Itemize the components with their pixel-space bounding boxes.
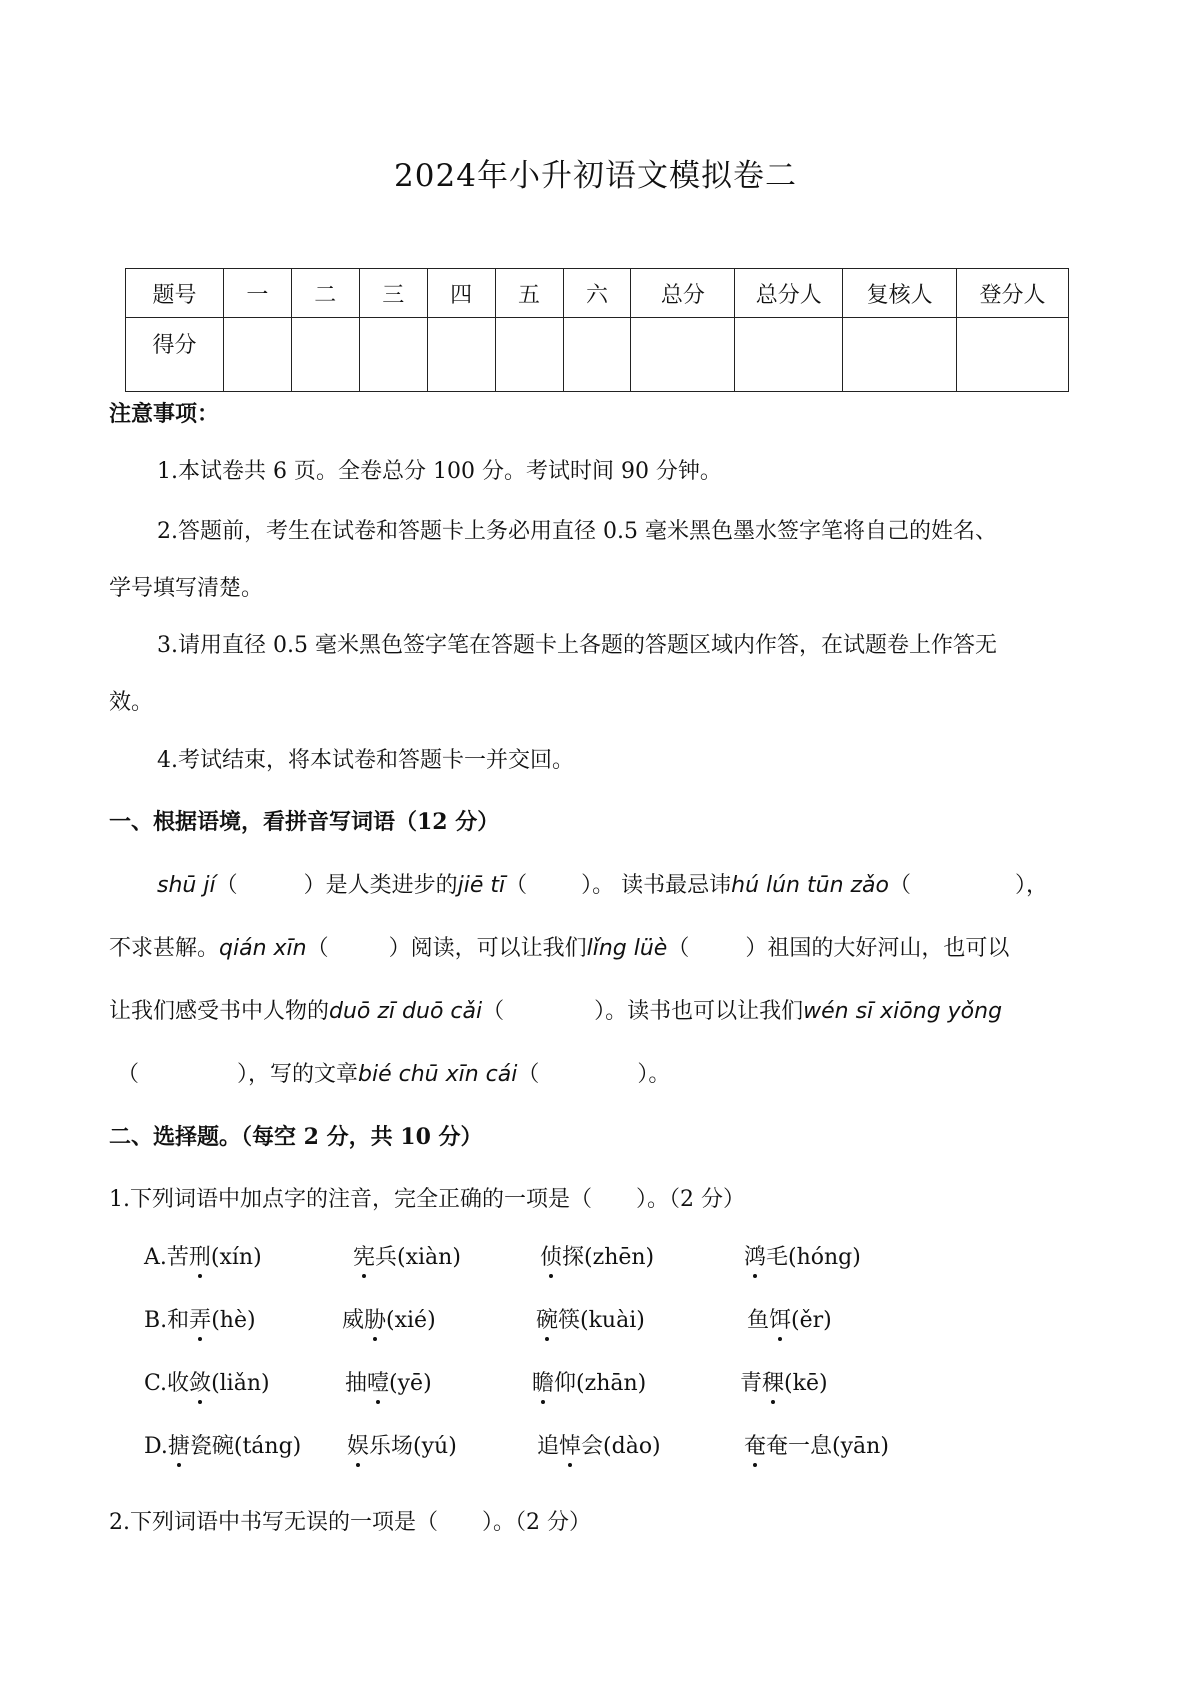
question-2-stem: 2.下列词语中书写无误的一项是（ ）。（2 分） xyxy=(109,1510,591,1535)
text-run: 不求甚解。 xyxy=(109,936,220,961)
text-run: ），写的文章 xyxy=(237,1062,359,1087)
option-item xyxy=(345,1366,432,1397)
option-item xyxy=(144,1429,301,1460)
score-cell[interactable] xyxy=(631,318,735,392)
paren-open: （ xyxy=(667,936,690,961)
score-header-row xyxy=(126,269,1069,318)
option-item xyxy=(347,1429,457,1460)
pinyin-prompt: shū jí xyxy=(157,873,216,898)
paren-open: （ xyxy=(482,999,505,1024)
notice-item: 1.本试卷共 6 页。全卷总分 100 分。考试时间 90 分钟。 xyxy=(157,459,722,484)
dotted-character: 娱 xyxy=(347,1429,369,1460)
dotted-character: 鸿 xyxy=(744,1240,766,1271)
section1-heading: 一、根据语境，看拼音写词语（12 分） xyxy=(109,809,500,835)
option-text: 探(zhēn) xyxy=(562,1245,655,1270)
score-cell[interactable] xyxy=(735,318,843,392)
dotted-character: 饵 xyxy=(769,1303,791,1334)
dotted-character: 胁 xyxy=(364,1303,386,1334)
header-cell: 登分人 xyxy=(957,269,1069,318)
pinyin-prompt: lǐng lüè xyxy=(586,936,668,961)
option-item xyxy=(532,1366,646,1397)
section2-heading: 二、选择题。（每空 2 分，共 10 分） xyxy=(109,1124,483,1150)
score-cell[interactable] xyxy=(359,318,427,392)
notice-item: 3.请用直径 0.5 毫米黑色签字笔在答题卡上各题的答题区域内作答，在试题卷上作答无 xyxy=(157,633,997,658)
option-item xyxy=(540,1240,654,1271)
dotted-character: 稞 xyxy=(762,1366,784,1397)
option-text: 抽 xyxy=(345,1371,368,1396)
option-text: (kē) xyxy=(784,1371,828,1396)
score-cell[interactable] xyxy=(495,318,563,392)
option-item xyxy=(342,1303,436,1334)
header-cell: 五 xyxy=(495,269,563,318)
score-cell[interactable] xyxy=(427,318,495,392)
score-row-label: 得分 xyxy=(126,318,224,392)
option-text: 威 xyxy=(342,1308,365,1333)
text-run: 让我们感受书中人物的 xyxy=(109,999,330,1024)
option-text: (liǎn) xyxy=(211,1371,270,1396)
paren-open: （ xyxy=(889,873,912,898)
option-item xyxy=(536,1303,645,1334)
option-text: 追 xyxy=(537,1434,560,1459)
header-cell: 总分 xyxy=(631,269,735,318)
option-text: 青 xyxy=(740,1371,763,1396)
text-run: ）， xyxy=(1015,873,1049,898)
option-text: 乐场(yú) xyxy=(369,1434,457,1459)
fill-line-2 xyxy=(109,931,1009,962)
fill-line-4 xyxy=(117,1057,670,1088)
score-cell[interactable] xyxy=(223,318,291,392)
dotted-character: 侦 xyxy=(540,1240,562,1271)
header-cell: 二 xyxy=(291,269,359,318)
notice-item: 4.考试结束，将本试卷和答题卡一并交回。 xyxy=(157,748,574,773)
question-1-stem: 1.下列词语中加点字的注音，完全正确的一项是（ ）。（2 分） xyxy=(109,1187,745,1212)
header-cell: 三 xyxy=(359,269,427,318)
option-text: A.苦 xyxy=(144,1245,189,1270)
option-text: (ěr) xyxy=(791,1308,832,1333)
text-run: ）是人类进步的 xyxy=(303,873,458,898)
option-text: D. xyxy=(144,1434,168,1459)
score-cell[interactable] xyxy=(957,318,1069,392)
option-item xyxy=(740,1366,828,1397)
fill-line-3 xyxy=(109,994,1002,1025)
option-text: (yē) xyxy=(389,1371,432,1396)
score-cell[interactable] xyxy=(843,318,957,392)
notice-item: 学号填写清楚。 xyxy=(109,576,264,601)
paren-open: （ xyxy=(215,873,238,898)
notice-heading: 注意事项： xyxy=(109,401,220,427)
score-value-row xyxy=(126,318,1069,392)
option-text: 奄一息(yān) xyxy=(766,1434,889,1459)
dotted-character: 瞻 xyxy=(532,1366,554,1397)
option-item xyxy=(744,1429,889,1460)
pinyin-prompt: bié chū xīn cái xyxy=(358,1062,518,1087)
option-item xyxy=(144,1366,270,1397)
dotted-character: 敛 xyxy=(189,1366,211,1397)
pinyin-prompt: duō zī duō cǎi xyxy=(329,999,483,1024)
fill-line-1 xyxy=(157,868,1048,899)
dotted-character: 奄 xyxy=(744,1429,766,1460)
pinyin-prompt: qián xīn xyxy=(219,936,307,961)
text-run: ）阅读，可以让我们 xyxy=(388,936,587,961)
notice-item: 2.答题前，考生在试卷和答题卡上务必用直径 0.5 毫米黑色墨水签字笔将自己的姓名、 xyxy=(157,519,997,544)
option-item xyxy=(144,1303,256,1334)
option-text: 毛(hóng) xyxy=(766,1245,861,1270)
option-text: 仰(zhān) xyxy=(554,1371,647,1396)
paren-open: （ xyxy=(306,936,329,961)
pinyin-prompt: wén sī xiōng yǒng xyxy=(803,999,1003,1024)
header-cell: 一 xyxy=(223,269,291,318)
text-run: ）。读书也可以让我们 xyxy=(594,999,804,1024)
score-cell[interactable] xyxy=(563,318,631,392)
dotted-character: 宪 xyxy=(353,1240,375,1271)
text-run: ）。 读书最忌讳 xyxy=(581,873,732,898)
dotted-character: 搪 xyxy=(168,1429,190,1460)
pinyin-prompt: hú lún tūn zǎo xyxy=(731,873,889,898)
option-text: (xié) xyxy=(386,1308,436,1333)
option-item xyxy=(747,1303,832,1334)
option-text: 瓷碗(táng) xyxy=(189,1434,302,1459)
header-cell: 四 xyxy=(427,269,495,318)
header-cell: 题号 xyxy=(126,269,224,318)
paren-open: （ xyxy=(505,873,528,898)
option-item xyxy=(353,1240,461,1271)
page-title: 2024年小升初语文模拟卷二 xyxy=(394,158,797,194)
dotted-character: 噎 xyxy=(367,1366,389,1397)
header-cell: 六 xyxy=(563,269,631,318)
option-text: B.和 xyxy=(144,1308,190,1333)
option-text: C.收 xyxy=(144,1371,190,1396)
dotted-character: 弄 xyxy=(189,1303,211,1334)
option-item xyxy=(744,1240,861,1271)
pinyin-prompt: jiē tī xyxy=(457,873,506,898)
option-text: 鱼 xyxy=(747,1308,770,1333)
option-text: (hè) xyxy=(211,1308,256,1333)
dotted-character: 悼 xyxy=(559,1429,581,1460)
text-run: ）祖国的大好河山，也可以 xyxy=(745,936,1010,961)
text-run: ）。 xyxy=(637,1062,671,1087)
header-cell: 总分人 xyxy=(735,269,843,318)
paren-open: （ xyxy=(517,1062,540,1087)
score-table xyxy=(125,268,1069,392)
option-item xyxy=(144,1240,262,1271)
notice-item: 效。 xyxy=(109,690,154,715)
option-text: (xín) xyxy=(210,1245,262,1270)
dotted-character: 碗 xyxy=(536,1303,558,1334)
option-text: 筷(kuài) xyxy=(558,1308,645,1333)
option-text: 兵(xiàn) xyxy=(375,1245,461,1270)
dotted-character: 刑 xyxy=(189,1240,211,1271)
option-item xyxy=(537,1429,661,1460)
paren-open: （ xyxy=(117,1062,140,1087)
option-text: 会(dào) xyxy=(581,1434,661,1459)
score-cell[interactable] xyxy=(291,318,359,392)
header-cell: 复核人 xyxy=(843,269,957,318)
